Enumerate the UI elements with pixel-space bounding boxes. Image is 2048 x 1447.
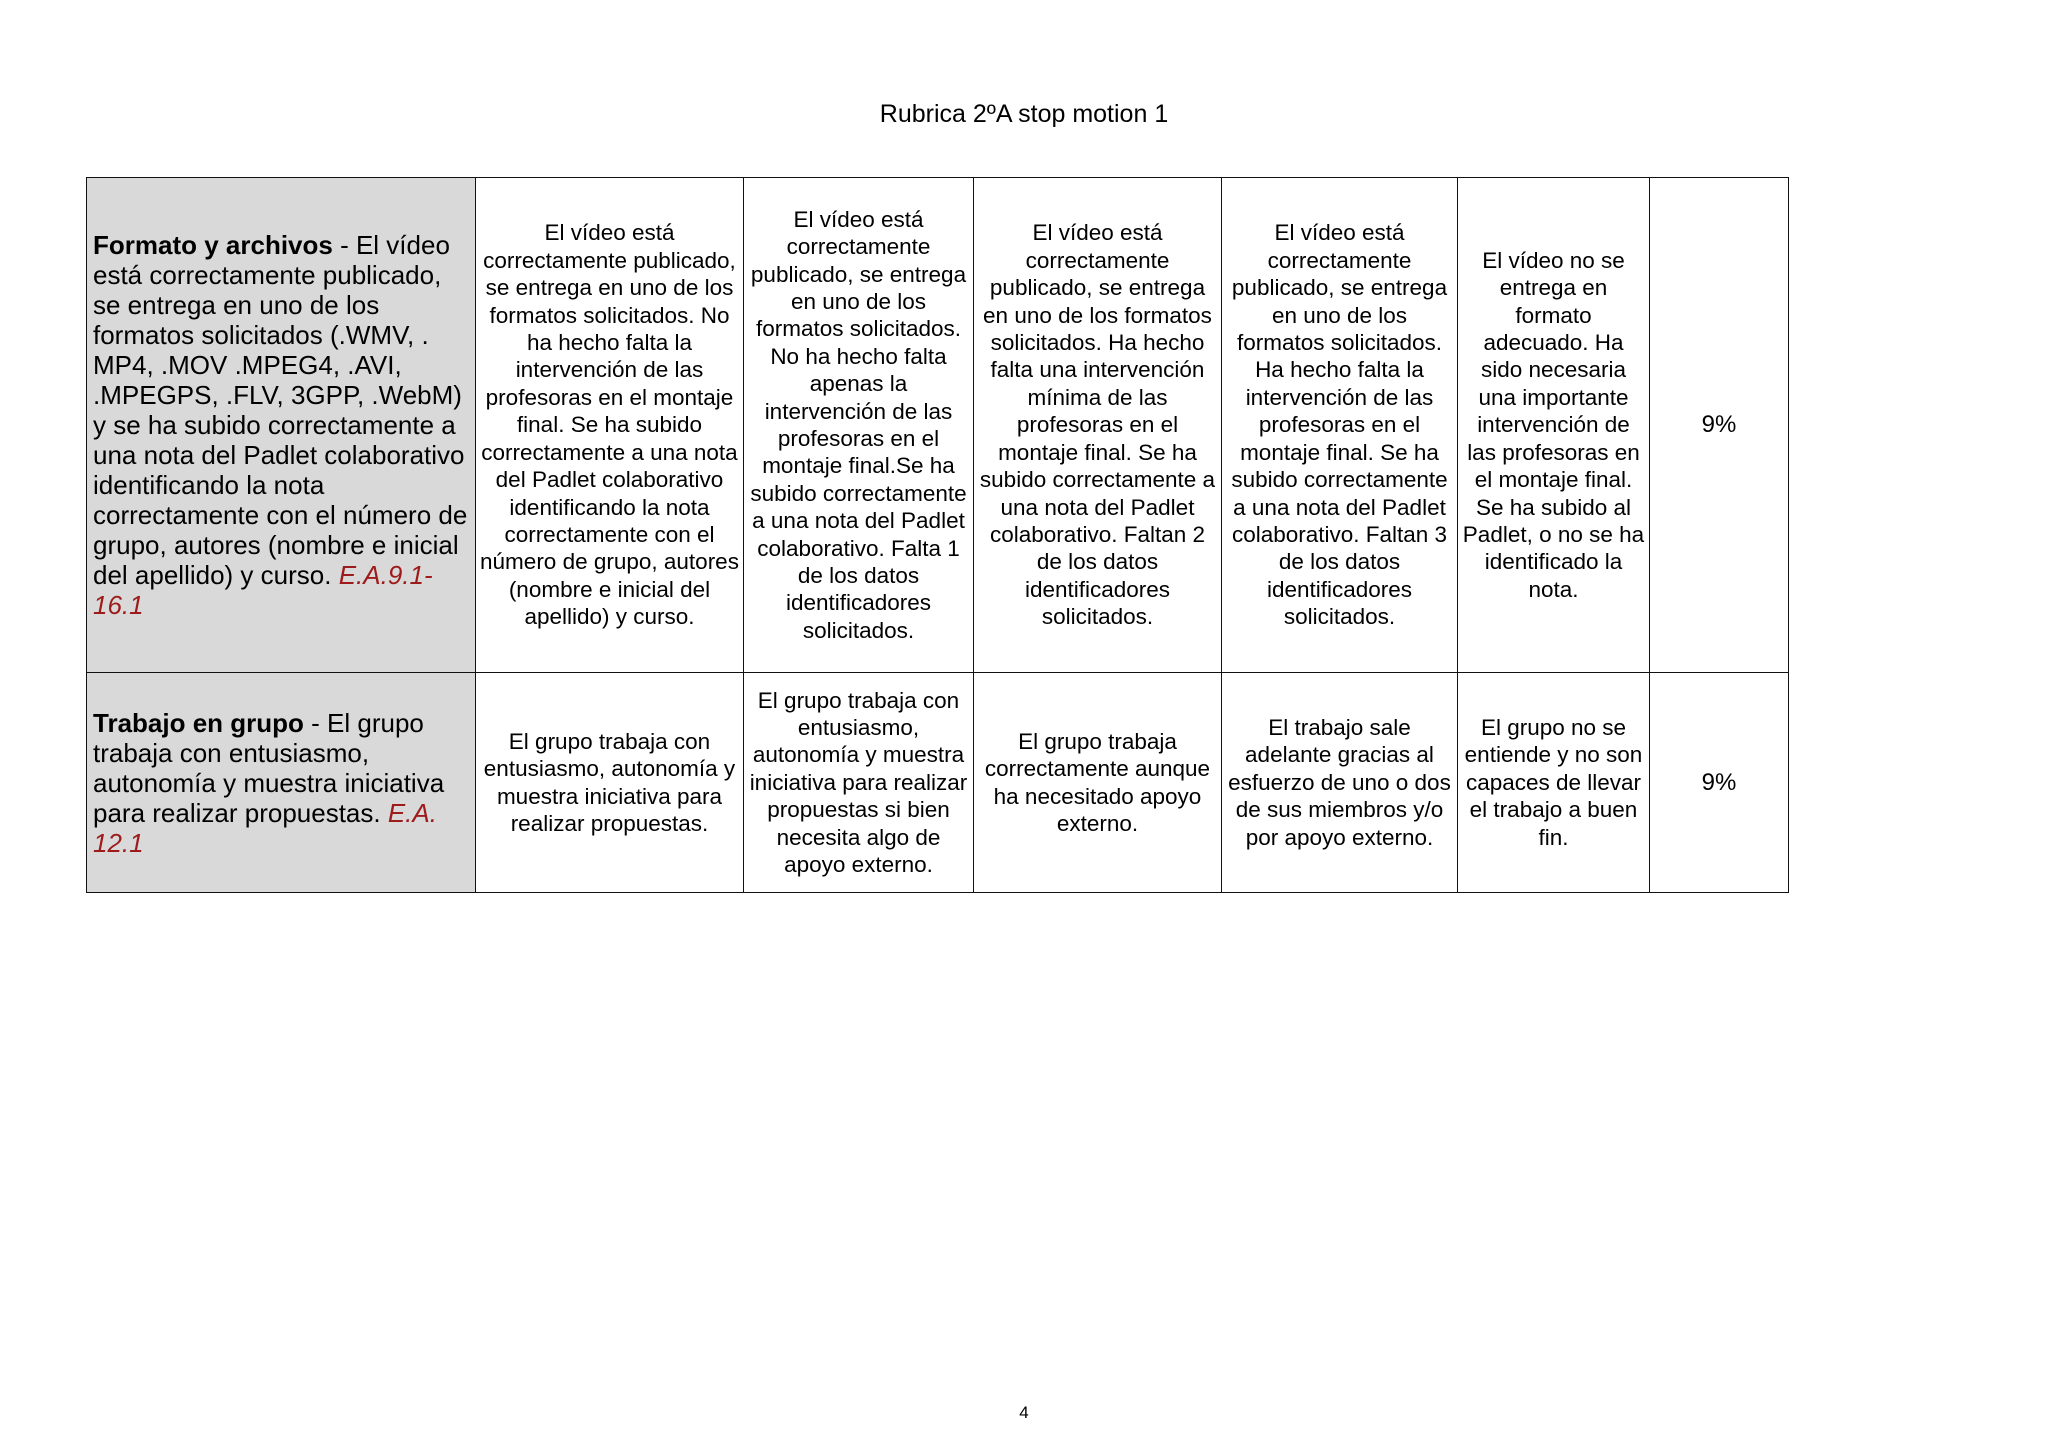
level-cell: El grupo trabaja con entusiasmo, autonomía y muestra iniciativa para realizar propuestas. bbox=[476, 673, 744, 893]
criterion-separator: - bbox=[303, 707, 328, 738]
level-cell: El grupo trabaja con entusiasmo, autonomía y muestra iniciativa para realizar propuestas si bien necesita algo de apoyo externo. bbox=[744, 673, 974, 893]
criterion-title: Trabajo en grupo bbox=[93, 707, 304, 738]
criterion-separator: - bbox=[332, 230, 356, 260]
table-row bbox=[87, 178, 1789, 673]
level-cell: El vídeo está correctamente publicado, se entrega en uno de los formatos solicitados. No ha hecho falta la intervención de las profesoras en el montaje final. Se ha subido correctamente a una nota del Padlet colaborativo identificando la nota correctamente con el número de grupo, autores (nombre e inicial del apellido) y curso. bbox=[476, 178, 744, 673]
page-number: 4 bbox=[1019, 1403, 1029, 1422]
level-cell: El trabajo sale adelante gracias al esfuerzo de uno o dos de sus miembros y/o por apoyo externo. bbox=[1222, 673, 1458, 893]
level-cell: El vídeo está correctamente publicado, se entrega en uno de los formatos solicitados. Ha hecho falta la intervención de las profesoras en el montaje final. Se ha subido correctamente a una nota del Padlet colaborativo. Faltan 3 de los datos identificadores solicitados. bbox=[1222, 178, 1458, 673]
level-cell: El vídeo está correctamente publicado, se entrega en uno de los formatos solicitados. No ha hecho falta apenas la intervención de las profesoras en el montaje final.Se ha subido correctamente a una nota del Padlet colaborativo. Falta 1 de los datos identificadores solicitados. bbox=[744, 178, 974, 673]
criterion-description: El vídeo está correctamente publicado, se entrega en uno de los formatos solicitados (.WMV, . MP4, .MOV .MPEG4, .AVI, .MPEGPS, .FLV, 3GPP, .WebM) y se ha subido correctamente a una nota del Padlet colaborativo identificando la nota correctamente con el número de grupo, autores (nombre e inicial del apellido) y curso. bbox=[93, 230, 468, 590]
weight-cell: 9% bbox=[1650, 178, 1789, 673]
criterion-reference: E.A.9.1-16.1 bbox=[93, 560, 433, 620]
level-cell: El grupo trabaja correctamente aunque ha necesitado apoyo externo. bbox=[974, 673, 1222, 893]
level-cell: El vídeo no se entrega en formato adecuado. Ha sido necesaria una importante intervención de las profesoras en el montaje final. Se ha subido al Padlet, o no se ha identificado la nota. bbox=[1458, 178, 1650, 673]
criterion-cell bbox=[87, 178, 476, 673]
criterion-cell bbox=[87, 673, 476, 893]
level-cell: El grupo no se entiende y no son capaces de llevar el trabajo a buen fin. bbox=[1458, 673, 1650, 893]
table-row bbox=[87, 673, 1789, 893]
rubric-table bbox=[86, 177, 1789, 893]
weight-cell: 9% bbox=[1650, 673, 1789, 893]
level-cell: El vídeo está correctamente publicado, se entrega en uno de los formatos solicitados. Ha hecho falta una intervención mínima de las profesoras en el montaje final. Se ha subido correctamente a una nota del Padlet colaborativo. Faltan 2 de los datos identificadores solicitados. bbox=[974, 178, 1222, 673]
criterion-description: El grupo trabaja con entusiasmo, autonomía y muestra iniciativa para realizar propuestas. bbox=[93, 707, 445, 828]
criterion-title: Formato y archivos bbox=[93, 230, 333, 260]
criterion-reference: E.A. 12.1 bbox=[93, 797, 437, 858]
page-title: Rubrica 2ºA stop motion 1 bbox=[879, 100, 1169, 128]
